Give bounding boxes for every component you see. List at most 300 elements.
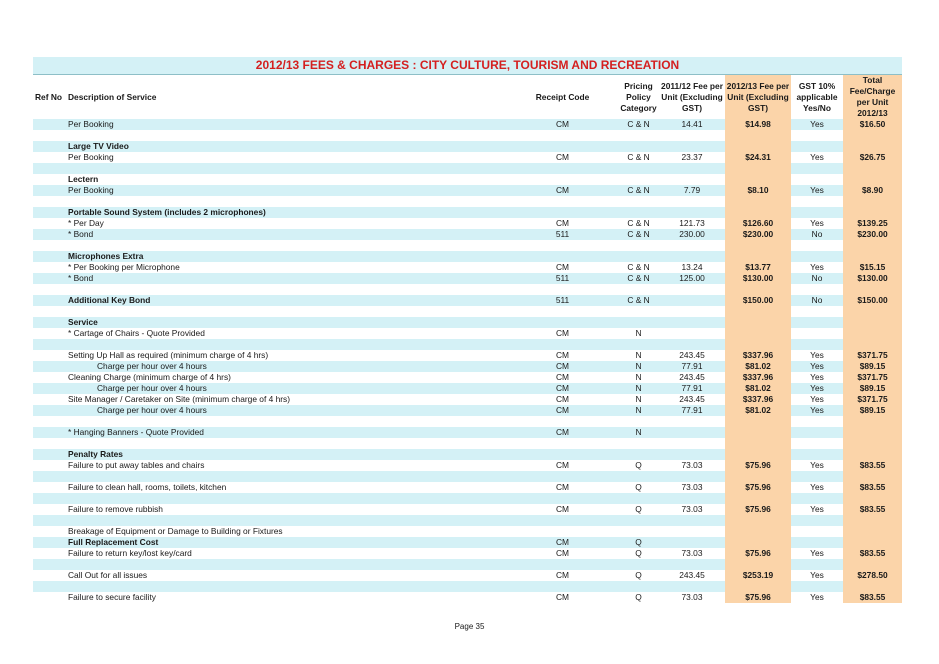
fee-2011-cell <box>659 130 725 141</box>
spacer-row <box>33 581 902 592</box>
fee-2013-cell <box>725 317 791 328</box>
receipt-code-cell <box>507 284 618 295</box>
fee-2011-cell <box>659 306 725 317</box>
receipt-code-cell <box>507 240 618 251</box>
pricing-category-cell <box>618 163 659 174</box>
receipt-code-cell <box>507 163 618 174</box>
gst-cell: Yes <box>791 361 843 372</box>
gst-cell: Yes <box>791 262 843 273</box>
pricing-category-cell: C & N <box>618 185 659 196</box>
fee-2011-cell: 13.24 <box>659 262 725 273</box>
total-cell <box>843 581 902 592</box>
total-cell <box>843 251 902 262</box>
fee-2011-cell <box>659 284 725 295</box>
total-cell <box>843 438 902 449</box>
pricing-category-cell <box>618 251 659 262</box>
receipt-code-cell: 511 <box>507 273 618 284</box>
pricing-category-cell: N <box>618 394 659 405</box>
description-cell <box>67 163 507 174</box>
receipt-code-cell: 511 <box>507 295 618 306</box>
ref-cell <box>33 372 67 383</box>
ref-cell <box>33 460 67 471</box>
gst-cell <box>791 416 843 427</box>
receipt-code-cell: CM <box>507 482 618 493</box>
total-cell <box>843 416 902 427</box>
table-row <box>33 372 902 383</box>
total-cell: $130.00 <box>843 273 902 284</box>
fee-2013-cell <box>725 284 791 295</box>
ref-cell <box>33 306 67 317</box>
table-row <box>33 394 902 405</box>
ref-cell <box>33 394 67 405</box>
table-row <box>33 317 902 328</box>
header-pricing-category: Pricing Policy Category <box>620 80 657 113</box>
gst-cell: Yes <box>791 482 843 493</box>
gst-cell: Yes <box>791 548 843 559</box>
description-cell: Failure to put away tables and chairs <box>67 460 507 471</box>
total-cell <box>843 449 902 460</box>
ref-cell <box>33 339 67 350</box>
fee-2011-cell <box>659 141 725 152</box>
description-cell: Penalty Rates <box>67 449 507 460</box>
fee-2013-cell <box>725 438 791 449</box>
total-cell: $89.15 <box>843 361 902 372</box>
pricing-category-cell: Q <box>618 482 659 493</box>
description-cell: Failure to return key/lost key/card <box>67 548 507 559</box>
pricing-category-cell: Q <box>618 570 659 581</box>
pricing-category-cell: Q <box>618 504 659 515</box>
gst-cell: No <box>791 295 843 306</box>
fee-2011-cell <box>659 317 725 328</box>
gst-cell <box>791 537 843 548</box>
receipt-code-cell: CM <box>507 361 618 372</box>
fee-2013-cell <box>725 207 791 218</box>
description-cell: * Hanging Banners - Quote Provided <box>67 427 507 438</box>
fee-2011-cell: 243.45 <box>659 570 725 581</box>
gst-cell <box>791 328 843 339</box>
ref-cell <box>33 537 67 548</box>
spacer-row <box>33 559 902 570</box>
pricing-category-cell: N <box>618 350 659 361</box>
pricing-category-cell <box>618 449 659 460</box>
pricing-category-cell: N <box>618 405 659 416</box>
description-cell <box>67 196 507 207</box>
gst-cell: Yes <box>791 504 843 515</box>
gst-cell <box>791 317 843 328</box>
receipt-code-cell <box>507 438 618 449</box>
gst-cell <box>791 174 843 185</box>
description-cell: Site Manager / Caretaker on Site (minimum charge of 4 hrs) <box>67 394 507 405</box>
total-cell: $89.15 <box>843 405 902 416</box>
ref-cell <box>33 526 67 537</box>
header-description: Description of Service <box>68 91 157 102</box>
fee-2011-cell <box>659 174 725 185</box>
ref-cell <box>33 416 67 427</box>
receipt-code-cell <box>507 526 618 537</box>
fee-2013-cell <box>725 251 791 262</box>
fee-2013-cell <box>725 416 791 427</box>
receipt-code-cell: CM <box>507 262 618 273</box>
fee-2013-cell <box>725 581 791 592</box>
total-cell <box>843 471 902 482</box>
receipt-code-cell: CM <box>507 394 618 405</box>
description-cell: Charge per hour over 4 hours <box>67 383 507 394</box>
header-gst: GST 10% applicable Yes/No <box>796 80 838 113</box>
table-row <box>33 482 902 493</box>
receipt-code-cell: CM <box>507 427 618 438</box>
pricing-category-cell: N <box>618 427 659 438</box>
ref-cell <box>33 427 67 438</box>
gst-cell <box>791 240 843 251</box>
total-cell: $8.90 <box>843 185 902 196</box>
fee-2011-cell <box>659 339 725 350</box>
ref-cell <box>33 174 67 185</box>
receipt-code-cell <box>507 493 618 504</box>
spacer-row <box>33 416 902 427</box>
page-title: 2012/13 FEES & CHARGES : CITY CULTURE, TOURISM AND RECREATION <box>33 57 902 74</box>
description-cell: Lectern <box>67 174 507 185</box>
pricing-category-cell: C & N <box>618 262 659 273</box>
spacer-row <box>33 240 902 251</box>
pricing-category-cell: C & N <box>618 152 659 163</box>
receipt-code-cell: CM <box>507 328 618 339</box>
ref-cell <box>33 449 67 460</box>
fee-2011-cell: 73.03 <box>659 592 725 603</box>
total-cell: $278.50 <box>843 570 902 581</box>
receipt-code-cell <box>507 339 618 350</box>
fee-2011-cell <box>659 438 725 449</box>
total-cell: $16.50 <box>843 119 902 130</box>
description-cell: * Per Day <box>67 218 507 229</box>
pricing-category-cell: Q <box>618 548 659 559</box>
spacer-row <box>33 196 902 207</box>
receipt-code-cell <box>507 251 618 262</box>
fee-2011-cell: 77.91 <box>659 361 725 372</box>
fee-2013-cell <box>725 141 791 152</box>
table-row <box>33 361 902 372</box>
total-cell <box>843 207 902 218</box>
ref-cell <box>33 548 67 559</box>
fee-2013-cell: $13.77 <box>725 262 791 273</box>
fee-2013-cell <box>725 559 791 570</box>
header-row <box>33 75 902 119</box>
pricing-category-cell <box>618 471 659 482</box>
header-fee-2011-12: 2011/12 Fee per Unit (Excluding GST) <box>661 80 723 113</box>
spacer-row <box>33 306 902 317</box>
ref-cell <box>33 570 67 581</box>
ref-cell <box>33 207 67 218</box>
total-cell <box>843 328 902 339</box>
fee-2011-cell: 243.45 <box>659 394 725 405</box>
ref-cell <box>33 482 67 493</box>
ref-cell <box>33 284 67 295</box>
ref-cell <box>33 438 67 449</box>
fee-2011-cell: 77.91 <box>659 383 725 394</box>
fee-2013-cell <box>725 427 791 438</box>
fee-2013-cell <box>725 339 791 350</box>
fee-2013-cell <box>725 515 791 526</box>
table-row <box>33 152 902 163</box>
total-cell <box>843 306 902 317</box>
receipt-code-cell: CM <box>507 350 618 361</box>
receipt-code-cell: 511 <box>507 229 618 240</box>
pricing-category-cell: N <box>618 328 659 339</box>
table-row <box>33 383 902 394</box>
description-cell <box>67 416 507 427</box>
table-row <box>33 262 902 273</box>
fee-2011-cell: 243.45 <box>659 372 725 383</box>
receipt-code-cell <box>507 174 618 185</box>
pricing-category-cell <box>618 438 659 449</box>
total-cell: $83.55 <box>843 460 902 471</box>
ref-cell <box>33 493 67 504</box>
pricing-category-cell <box>618 174 659 185</box>
gst-cell <box>791 559 843 570</box>
table-row <box>33 350 902 361</box>
table-row <box>33 548 902 559</box>
total-cell <box>843 174 902 185</box>
fee-2013-cell: $75.96 <box>725 592 791 603</box>
ref-cell <box>33 350 67 361</box>
gst-cell: Yes <box>791 119 843 130</box>
ref-cell <box>33 328 67 339</box>
ref-cell <box>33 152 67 163</box>
description-cell: Additional Key Bond <box>67 295 507 306</box>
receipt-code-cell <box>507 515 618 526</box>
pricing-category-cell: Q <box>618 460 659 471</box>
ref-cell <box>33 273 67 284</box>
total-cell <box>843 141 902 152</box>
fee-2011-cell <box>659 163 725 174</box>
table-row <box>33 460 902 471</box>
receipt-code-cell: CM <box>507 460 618 471</box>
pricing-category-cell <box>618 240 659 251</box>
fee-2013-cell: $230.00 <box>725 229 791 240</box>
fee-2013-cell <box>725 163 791 174</box>
gst-cell <box>791 493 843 504</box>
receipt-code-cell: CM <box>507 548 618 559</box>
gst-cell: Yes <box>791 394 843 405</box>
pricing-category-cell <box>618 284 659 295</box>
fee-2011-cell <box>659 196 725 207</box>
fee-2013-cell <box>725 240 791 251</box>
pricing-category-cell <box>618 317 659 328</box>
total-cell: $230.00 <box>843 229 902 240</box>
gst-cell <box>791 515 843 526</box>
description-cell <box>67 559 507 570</box>
pricing-category-cell <box>618 526 659 537</box>
gst-cell: Yes <box>791 372 843 383</box>
fee-2011-cell <box>659 427 725 438</box>
gst-cell <box>791 427 843 438</box>
spacer-row <box>33 515 902 526</box>
pricing-category-cell <box>618 339 659 350</box>
header-total: Total Fee/Charge per Unit 2012/13 <box>843 75 902 119</box>
receipt-code-cell <box>507 207 618 218</box>
pricing-category-cell: C & N <box>618 119 659 130</box>
pricing-category-cell <box>618 141 659 152</box>
ref-cell <box>33 262 67 273</box>
fees-table <box>33 75 902 603</box>
fee-2013-cell <box>725 328 791 339</box>
table-row <box>33 141 902 152</box>
header-fee-2012-13: 2012/13 Fee per Unit (Excluding GST) <box>725 75 791 119</box>
total-cell: $371.75 <box>843 372 902 383</box>
fee-2011-cell <box>659 207 725 218</box>
ref-cell <box>33 581 67 592</box>
description-cell <box>67 130 507 141</box>
ref-cell <box>33 251 67 262</box>
total-cell <box>843 427 902 438</box>
fee-2013-cell: $81.02 <box>725 361 791 372</box>
pricing-category-cell <box>618 515 659 526</box>
description-cell <box>67 581 507 592</box>
fee-2013-cell <box>725 174 791 185</box>
ref-cell <box>33 141 67 152</box>
gst-cell: Yes <box>791 152 843 163</box>
fee-2011-cell <box>659 537 725 548</box>
spacer-row <box>33 284 902 295</box>
table-row <box>33 295 902 306</box>
fee-2013-cell <box>725 306 791 317</box>
fee-2011-cell: 125.00 <box>659 273 725 284</box>
description-cell: * Cartage of Chairs - Quote Provided <box>67 328 507 339</box>
spacer-row <box>33 493 902 504</box>
receipt-code-cell <box>507 130 618 141</box>
gst-cell <box>791 141 843 152</box>
fee-2013-cell: $8.10 <box>725 185 791 196</box>
fee-2011-cell: 77.91 <box>659 405 725 416</box>
description-cell: Large TV Video <box>67 141 507 152</box>
fee-2013-cell: $130.00 <box>725 273 791 284</box>
description-cell: Full Replacement Cost <box>67 537 507 548</box>
receipt-code-cell: CM <box>507 592 618 603</box>
description-cell: Per Booking <box>67 119 507 130</box>
description-cell <box>67 240 507 251</box>
gst-cell <box>791 339 843 350</box>
ref-cell <box>33 405 67 416</box>
table-row <box>33 449 902 460</box>
spacer-row <box>33 438 902 449</box>
pricing-category-cell: C & N <box>618 218 659 229</box>
ref-cell <box>33 163 67 174</box>
gst-cell: Yes <box>791 218 843 229</box>
fee-2013-cell: $126.60 <box>725 218 791 229</box>
total-cell <box>843 284 902 295</box>
total-cell <box>843 537 902 548</box>
gst-cell <box>791 196 843 207</box>
fee-2011-cell: 23.37 <box>659 152 725 163</box>
description-cell: * Per Booking per Microphone <box>67 262 507 273</box>
fee-2011-cell <box>659 416 725 427</box>
pricing-category-cell <box>618 130 659 141</box>
fee-2011-cell: 73.03 <box>659 504 725 515</box>
gst-cell: Yes <box>791 185 843 196</box>
total-cell: $371.75 <box>843 350 902 361</box>
gst-cell: Yes <box>791 570 843 581</box>
total-cell <box>843 317 902 328</box>
description-cell: Setting Up Hall as required (minimum charge of 4 hrs) <box>67 350 507 361</box>
fee-2013-cell: $24.31 <box>725 152 791 163</box>
gst-cell <box>791 207 843 218</box>
description-cell: Per Booking <box>67 185 507 196</box>
total-cell: $15.15 <box>843 262 902 273</box>
receipt-code-cell: CM <box>507 537 618 548</box>
table-row <box>33 273 902 284</box>
pricing-category-cell: Q <box>618 537 659 548</box>
fee-2013-cell: $75.96 <box>725 548 791 559</box>
description-cell: Failure to remove rubbish <box>67 504 507 515</box>
receipt-code-cell <box>507 196 618 207</box>
description-cell: Breakage of Equipment or Damage to Building or Fixtures <box>67 526 507 537</box>
table-row <box>33 229 902 240</box>
fee-2011-cell <box>659 515 725 526</box>
pricing-category-cell: N <box>618 361 659 372</box>
description-cell: Per Booking <box>67 152 507 163</box>
total-cell <box>843 163 902 174</box>
description-cell: Service <box>67 317 507 328</box>
receipt-code-cell <box>507 449 618 460</box>
pricing-category-cell <box>618 207 659 218</box>
fee-2011-cell <box>659 295 725 306</box>
fee-2013-cell: $75.96 <box>725 482 791 493</box>
table-row <box>33 185 902 196</box>
total-cell <box>843 515 902 526</box>
fee-2013-cell: $75.96 <box>725 504 791 515</box>
receipt-code-cell: CM <box>507 372 618 383</box>
fee-2013-cell: $81.02 <box>725 405 791 416</box>
ref-cell <box>33 240 67 251</box>
pricing-category-cell: C & N <box>618 229 659 240</box>
spacer-row <box>33 163 902 174</box>
total-cell <box>843 196 902 207</box>
description-cell <box>67 339 507 350</box>
ref-cell <box>33 504 67 515</box>
ref-cell <box>33 361 67 372</box>
fee-2011-cell: 73.03 <box>659 548 725 559</box>
gst-cell: Yes <box>791 350 843 361</box>
pricing-category-cell: N <box>618 372 659 383</box>
description-cell: Charge per hour over 4 hours <box>67 361 507 372</box>
fee-2013-cell: $337.96 <box>725 394 791 405</box>
description-cell: Failure to clean hall, rooms, toilets, kitchen <box>67 482 507 493</box>
pricing-category-cell <box>618 581 659 592</box>
ref-cell <box>33 185 67 196</box>
gst-cell <box>791 306 843 317</box>
receipt-code-cell <box>507 317 618 328</box>
fee-2011-cell <box>659 559 725 570</box>
receipt-code-cell <box>507 306 618 317</box>
description-cell: Charge per hour over 4 hours <box>67 405 507 416</box>
description-cell <box>67 471 507 482</box>
description-cell: Failure to secure facility <box>67 592 507 603</box>
table-row <box>33 119 902 130</box>
gst-cell <box>791 526 843 537</box>
table-row <box>33 218 902 229</box>
table-row <box>33 207 902 218</box>
pricing-category-cell <box>618 559 659 570</box>
table-row <box>33 405 902 416</box>
ref-cell <box>33 130 67 141</box>
table-row <box>33 427 902 438</box>
fee-2013-cell <box>725 493 791 504</box>
description-cell <box>67 493 507 504</box>
fee-2013-cell: $150.00 <box>725 295 791 306</box>
table-row <box>33 592 902 603</box>
description-cell <box>67 438 507 449</box>
gst-cell: Yes <box>791 460 843 471</box>
gst-cell: No <box>791 229 843 240</box>
